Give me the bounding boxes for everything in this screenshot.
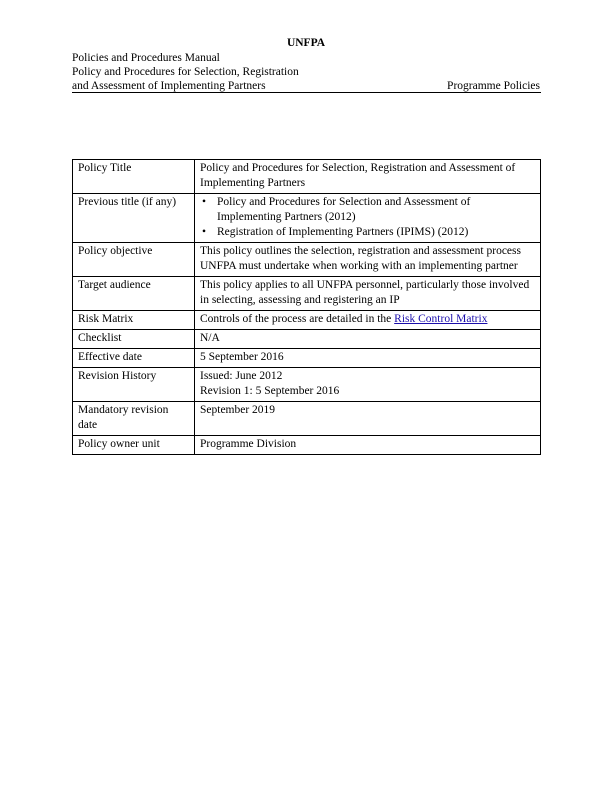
effective-date-label: Effective date (73, 349, 195, 368)
table-row-mandatory-revision (73, 402, 541, 436)
table-row-effective-date (73, 349, 541, 368)
risk-matrix-value (195, 311, 541, 330)
bullet-icon: • (202, 226, 207, 238)
document-header (72, 51, 540, 93)
table-row-policy-title (73, 160, 541, 194)
bullet-icon: • (202, 196, 207, 208)
list-item (200, 225, 535, 240)
previous-title-list (200, 195, 535, 240)
header-last-row (72, 79, 540, 93)
policy-title-label: Policy Title (73, 160, 195, 194)
previous-title-value (195, 194, 541, 243)
list-item (200, 195, 535, 225)
header-org: UNFPA (286, 37, 326, 49)
table-row-policy-objective (73, 243, 541, 277)
table-row-risk-matrix (73, 311, 541, 330)
table-row-target-audience (73, 277, 541, 311)
effective-date-value: 5 September 2016 (195, 349, 541, 368)
risk-matrix-label: Risk Matrix (73, 311, 195, 330)
table-row-policy-owner (73, 436, 541, 455)
revision-history-value (195, 368, 541, 402)
policy-owner-label: Policy owner unit (73, 436, 195, 455)
table-row-checklist (73, 330, 541, 349)
header-divider (72, 92, 541, 93)
policy-objective-label: Policy objective (73, 243, 195, 277)
table-row-previous-title (73, 194, 541, 243)
header-manual: Policies and Procedures Manual (72, 52, 220, 64)
policy-title-value: Policy and Procedures for Selection, Registration and Assessment of Implementing Partners (195, 160, 541, 194)
list-item-text: Policy and Procedures for Selection and Assessment of Implementing Partners (2012) (217, 196, 471, 223)
mandatory-revision-value: September 2019 (195, 402, 541, 436)
table-row-revision-history (73, 368, 541, 402)
checklist-value: N/A (195, 330, 541, 349)
target-audience-value: This policy applies to all UNFPA personnel, particularly those involved in selecting, assessing and registering an IP (195, 277, 541, 311)
header-policy-line1: Policy and Procedures for Selection, Registration (72, 66, 299, 78)
previous-title-label: Previous title (if any) (73, 194, 195, 243)
target-audience-label: Target audience (73, 277, 195, 311)
revision-1: Revision 1: 5 September 2016 (200, 385, 340, 397)
policy-table (72, 159, 541, 455)
policy-owner-value: Programme Division (195, 436, 541, 455)
risk-control-matrix-link[interactable]: Risk Control Matrix (394, 313, 488, 325)
header-policy-line2: and Assessment of Implementing Partners (72, 80, 266, 92)
risk-matrix-text: Controls of the process are detailed in the (200, 313, 395, 325)
revision-issued: Issued: June 2012 (200, 370, 283, 382)
list-item-text: Registration of Implementing Partners (IPIMS) (2012) (217, 226, 469, 238)
revision-history-label: Revision History (73, 368, 195, 402)
policy-objective-value: This policy outlines the selection, registration and assessment process UNFPA must undertake when working with an implementing partner (195, 243, 541, 277)
mandatory-revision-label: Mandatory revision date (73, 402, 195, 436)
checklist-label: Checklist (73, 330, 195, 349)
header-section: Programme Policies (447, 80, 540, 92)
